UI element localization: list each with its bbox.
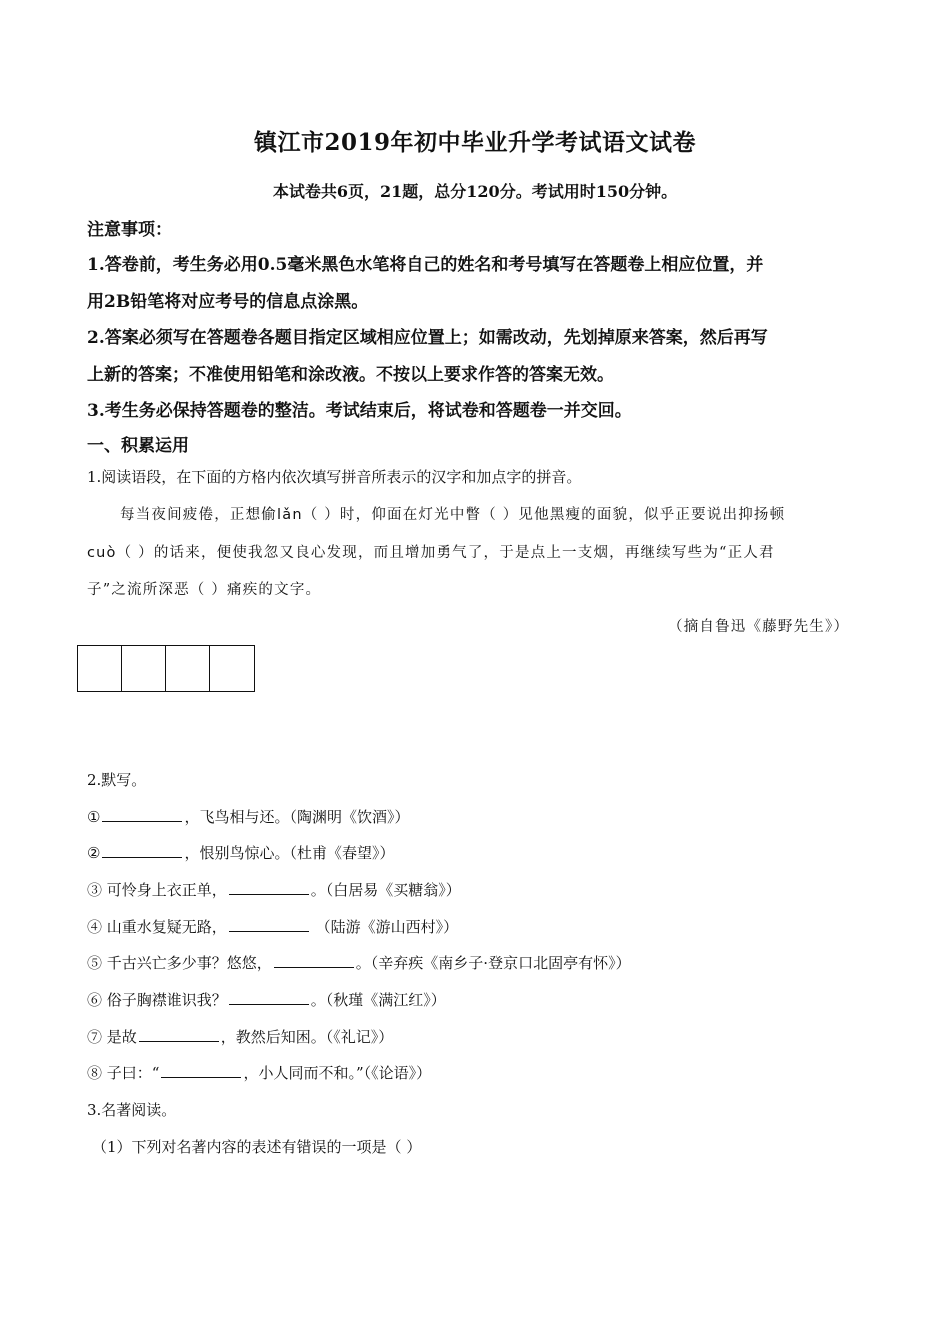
- dictation-item-7-number: ⑦: [87, 1028, 107, 1046]
- dictation-item-6-after: 。（秋瑾《满江红》）: [310, 991, 446, 1009]
- dictation-blank-3[interactable]: [229, 880, 309, 895]
- dictation-item-6-before: 俗子胸襟谁识我？: [106, 991, 227, 1009]
- dictation-item-1: [87, 806, 409, 827]
- passage-line-1-text-b: （ ）时，仰面在灯光中瞥（ ）见他黑瘦的面貌，似乎正要说出抑扬顿: [302, 507, 786, 523]
- dictation-item-5-after: 。（辛弃疾《南乡子·登京口北固亭有怀》）: [355, 954, 631, 972]
- dictation-item-4-number: ④: [87, 918, 107, 936]
- note-item-1-line-1: 1.答卷前，考生务必用0.5毫米黑色水笔将自己的姓名和考号填写在答题卷上相应位置，并: [87, 255, 764, 275]
- dictation-item-2-number: ②: [87, 844, 101, 862]
- dictation-blank-6[interactable]: [229, 990, 309, 1005]
- dictation-item-8-number: ⑧: [87, 1064, 107, 1082]
- dictation-item-1-after: ，飞鸟相与还。（陶渊明《饮酒》）: [184, 808, 410, 826]
- dictation-item-4-after: （陆游《游山西村》）: [310, 918, 459, 936]
- dictation-item-3-before: 可怜身上衣正单，: [106, 881, 227, 899]
- answer-grid: [77, 645, 255, 692]
- passage-line-3: 子”之流所深恶（ ）痛疾的文字。: [87, 582, 322, 598]
- dictation-item-4: [87, 916, 458, 937]
- question-3-sub-1: （1）下列对名著内容的表述有错误的一项是（ ）: [92, 1138, 422, 1156]
- passage-line-1: [120, 503, 785, 524]
- dictation-item-1-number: ①: [87, 808, 101, 826]
- dictation-item-3-after: 。（白居易《买糖翁》）: [310, 881, 461, 899]
- passage-source: （摘自鲁迅《藤野先生》）: [668, 619, 850, 635]
- dictation-item-6: [87, 989, 446, 1010]
- question-2-prompt: 2.默写。: [87, 771, 147, 789]
- answer-box-2[interactable]: [122, 646, 166, 691]
- exam-title: 镇江市2019年初中毕业升学考试语文试卷: [253, 129, 696, 156]
- note-item-2-line-1: 2.答案必须写在答题卷各题目指定区域相应位置上；如需改动，先划掉原来答案，然后再写: [87, 328, 768, 348]
- dictation-blank-8[interactable]: [161, 1063, 241, 1078]
- passage-line-2-text: （ ）的话来，便使我忽又良心发现，而且增加勇气了，于是点上一支烟，再继续写些为“正人君: [116, 545, 775, 561]
- question-3-prompt: 3.名著阅读。: [87, 1101, 177, 1119]
- answer-box-4[interactable]: [210, 646, 254, 691]
- dictation-item-6-number: ⑥: [87, 991, 107, 1009]
- dictation-blank-5[interactable]: [274, 953, 354, 968]
- note-item-1-line-2: 用2B铅笔将对应考号的信息点涂黑。: [87, 292, 369, 312]
- pinyin-lan: lǎn: [277, 507, 303, 523]
- dictation-blank-2[interactable]: [102, 843, 182, 858]
- answer-box-1[interactable]: [78, 646, 122, 691]
- question-1-prompt: 1.阅读语段，在下面的方格内依次填写拼音所表示的汉字和加点字的拼音。: [87, 468, 582, 486]
- notes-heading: 注意事项：: [87, 220, 172, 240]
- passage-line-1-text-a: 每当夜间疲倦，正想偷: [120, 507, 277, 523]
- dictation-item-8-before: 子曰：“: [106, 1064, 160, 1082]
- dictation-item-5: [87, 952, 631, 973]
- passage-line-2: [87, 541, 775, 562]
- dictation-item-2: [87, 842, 394, 863]
- note-item-2-line-2: 上新的答案；不准使用铅笔和涂改液。不按以上要求作答的答案无效。: [87, 365, 614, 385]
- section-heading: 一、积累运用: [87, 436, 189, 456]
- dictation-item-7-after: ，教然后知困。（《礼记》）: [220, 1028, 394, 1046]
- dictation-item-7: [87, 1026, 393, 1047]
- dictation-item-3: [87, 879, 461, 900]
- answer-box-3[interactable]: [166, 646, 210, 691]
- note-item-3: 3.考生务必保持答题卷的整洁。考试结束后，将试卷和答题卷一并交回。: [87, 401, 632, 421]
- dictation-item-4-before: 山重水复疑无路，: [106, 918, 227, 936]
- dictation-item-2-after: ，恨别鸟惊心。（杜甫《春望》）: [184, 844, 395, 862]
- dictation-item-8-after: ，小人同而不和。”（《论语》）: [243, 1064, 432, 1082]
- dictation-item-5-number: ⑤: [87, 954, 107, 972]
- pinyin-cuo: cuò: [87, 545, 117, 561]
- dictation-item-7-before: 是故: [106, 1028, 137, 1046]
- dictation-item-3-number: ③: [87, 881, 107, 899]
- dictation-item-5-before: 千古兴亡多少事？悠悠，: [106, 954, 272, 972]
- dictation-blank-7[interactable]: [139, 1027, 219, 1042]
- dictation-blank-4[interactable]: [229, 917, 309, 932]
- dictation-item-8: [87, 1062, 431, 1083]
- dictation-blank-1[interactable]: [102, 807, 182, 822]
- exam-subtitle: 本试卷共6页，21题，总分120分。考试用时150分钟。: [272, 182, 678, 201]
